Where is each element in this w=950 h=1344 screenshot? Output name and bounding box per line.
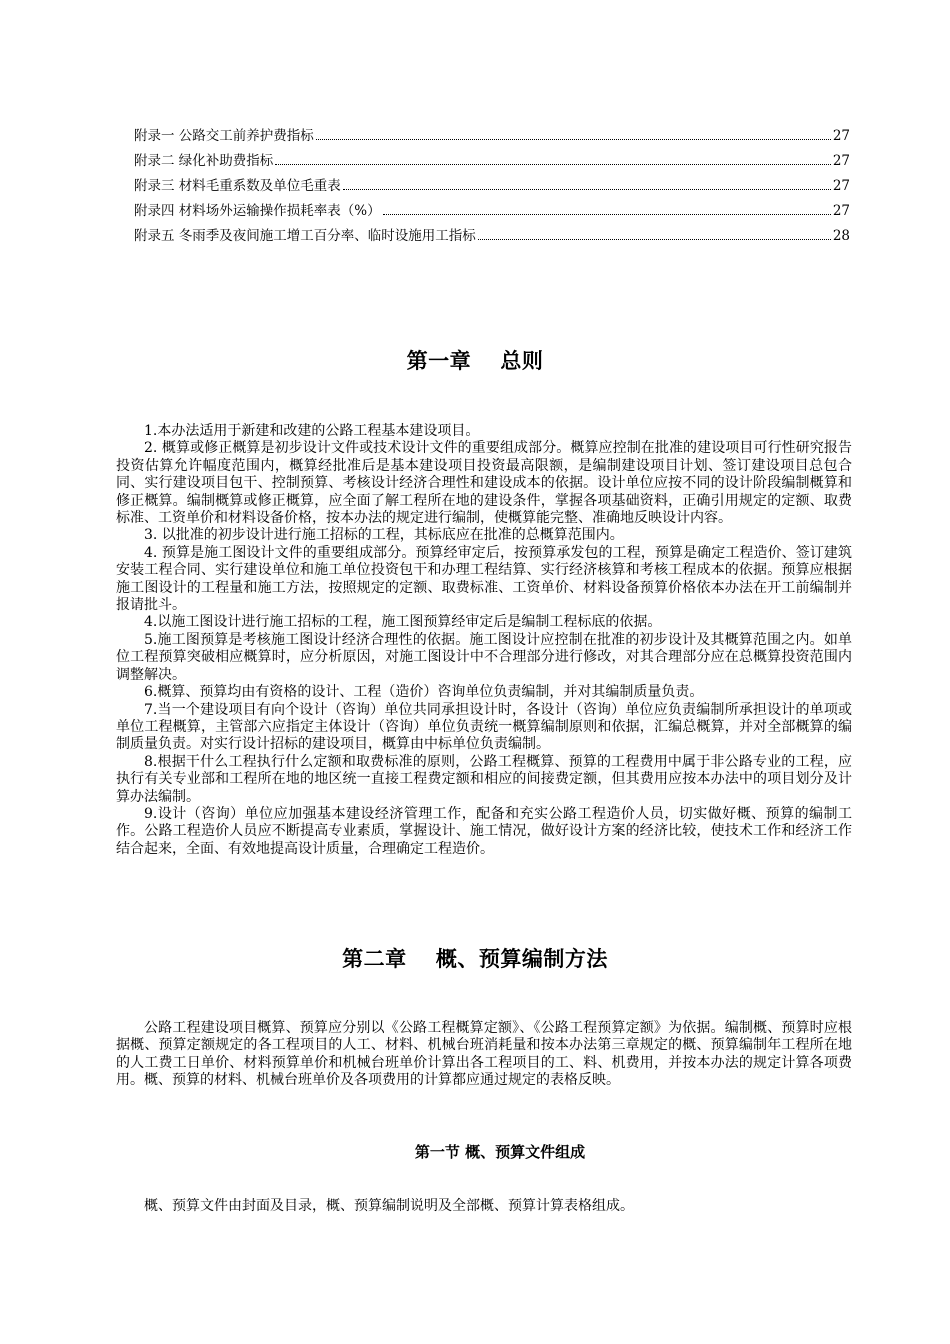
toc-entry-page: 28 (832, 228, 850, 244)
toc-entry-label: 附录二 绿化补助费指标 (134, 153, 274, 169)
toc-entry[interactable] (134, 149, 850, 174)
clause-2: 2. 概算或修正概算是初步设计文件或技术设计文件的重要组成部分。概算应控制在批准的建设项目可行性研究报告投资估算允许幅度范围内，概算经批准后是基本建设项目投资最高限额，是编制建设项目计划、签订建设项目总包合同、实行建设项目包干、控制预算、考核设计经济合理性和建设成本的依据。设计单位应按不同的设计阶段编制概算和修正概算。编制概算或修正概算，应全面了解工程所在地的建设条件，掌握各项基础资料，正确引用规定的定额、取费标准、工资单价和材料设备价格，按本办法的规定进行编制，使概算能完整、准确地反映设计内容。 (116, 440, 852, 527)
clause-6: 6.概算、预算均由有资格的设计、工程（造价）咨询单位负责编制，并对其编制质量负责。 (144, 684, 704, 701)
clause-1: 1.本办法适用于新建和改建的公路工程基本建设项目。 (144, 423, 480, 439)
toc-entry[interactable] (134, 174, 850, 199)
toc-entry-label: 附录一 公路交工前养护费指标 (134, 128, 314, 144)
toc-entry-label: 附录三 材料毛重系数及单位毛重表 (134, 178, 341, 194)
section-1-title: 第一节 概、预算文件组成 (414, 1143, 586, 1161)
chapter-2-title: 第二章 概、预算编制方法 (342, 946, 608, 971)
toc-entry-page: 27 (832, 178, 850, 194)
clause-8: 8.根据干什么工程执行什么定额和取费标准的原则，公路工程概算、预算的工程费用中属于非公路专业的工程，应执行有关专业部和工程所在地的地区统一直接工程费定额和相应的间接费定额，但其费用应按本办法中的项目划分及计算办法编制。 (116, 753, 852, 805)
toc-leader-dots (275, 163, 831, 165)
toc-entry-label: 附录四 材料场外运输操作损耗率表（%） (134, 203, 381, 219)
toc-leader-dots (383, 213, 831, 215)
clause-4b: 4.以施工图设计进行施工招标的工程，施工图预算经审定后是编制工程标底的依据。 (144, 614, 662, 631)
clause-7: 7.当一个建设项目有向个设计（咨询）单位共同承担设计时，各设计（咨询）单位应负责编制所承担设计的单项或单位工程概算，主管部六应指定主体设计（咨询）单位负责统一概算编制原则和依据，汇编总概算，并对全部概算的编制质量负责。对实行设计招标的建设项目，概算由中标单位负责编制。 (116, 701, 852, 753)
toc-entry-label: 附录五 冬雨季及夜间施工增工百分率、临时设施用工指标 (134, 228, 476, 244)
clause-4: 4. 预算是施工图设计文件的重要组成部分。预算经审定后，按预算承发包的工程，预算是确定工程造价、签订建筑安装工程合同、实行建设单位和施工单位投资包干和办理工程结算、实行经济核算和考核工程成本的依据。预算应根据施工图设计的工程量和施工方法，按照规定的定额、取费标准、工资单价、材料设备预算价格依本办法在开工前编制并报请批斗。 (116, 544, 852, 614)
clause-9: 9.设计（咨询）单位应加强基本建设经济管理工作，配备和充实公路工程造价人员，切实做好概、预算的编制工作。公路工程造价人员应不断提高专业素质，掌握设计、施工情况，做好设计方案的经济比较，使技术工作和经济工作结合起来，全面、有效地提高设计质量，合理确定工程造价。 (116, 805, 852, 857)
chapter-2-intro: 公路工程建设项目概算、预算应分别以《公路工程概算定额》、《公路工程预算定额》为依据。编制概、预算时应根据概、预算定额规定的各工程项目的人工、材料、机械台班消耗量和按本办法第三章规定的概、预算编制年工程所在地的人工费工日单价、材料预算单价和机械台班单价计算出各工程项目的工、料、机费用，并按本办法的规定计算各项费用。概、预算的材料、机械台班单价及各项费用的计算都应通过规定的表格反映。 (116, 1020, 852, 1089)
chapter-1-title: 第一章 总则 (406, 348, 544, 373)
appendix-toc (134, 124, 850, 249)
section-1-text: 概、预算文件由封面及目录，概、预算编制说明及全部概、预算计算表格组成。 (144, 1198, 634, 1214)
toc-entry[interactable] (134, 124, 850, 149)
toc-leader-dots (478, 238, 831, 240)
toc-entry-page: 27 (832, 203, 850, 219)
toc-leader-dots (343, 188, 831, 190)
toc-entry-page: 27 (832, 153, 850, 169)
toc-entry[interactable] (134, 224, 850, 249)
clause-3: 3. 以批准的初步设计进行施工招标的工程，其标底应在批准的总概算范围内。 (144, 527, 624, 544)
toc-entry[interactable] (134, 199, 850, 224)
toc-entry-page: 27 (832, 128, 850, 144)
clause-5: 5.施工图预算是考核施工图设计经济合理性的依据。施工图设计应控制在批准的初步设计及其概算范围之内。如单位工程预算突破相应概算时，应分析原因，对施工图设计中不合理部分进行修改，对其合理部分应在总概算投资范围内调整解决。 (116, 631, 852, 683)
toc-leader-dots (316, 138, 831, 140)
chapter-1-body (116, 423, 852, 858)
